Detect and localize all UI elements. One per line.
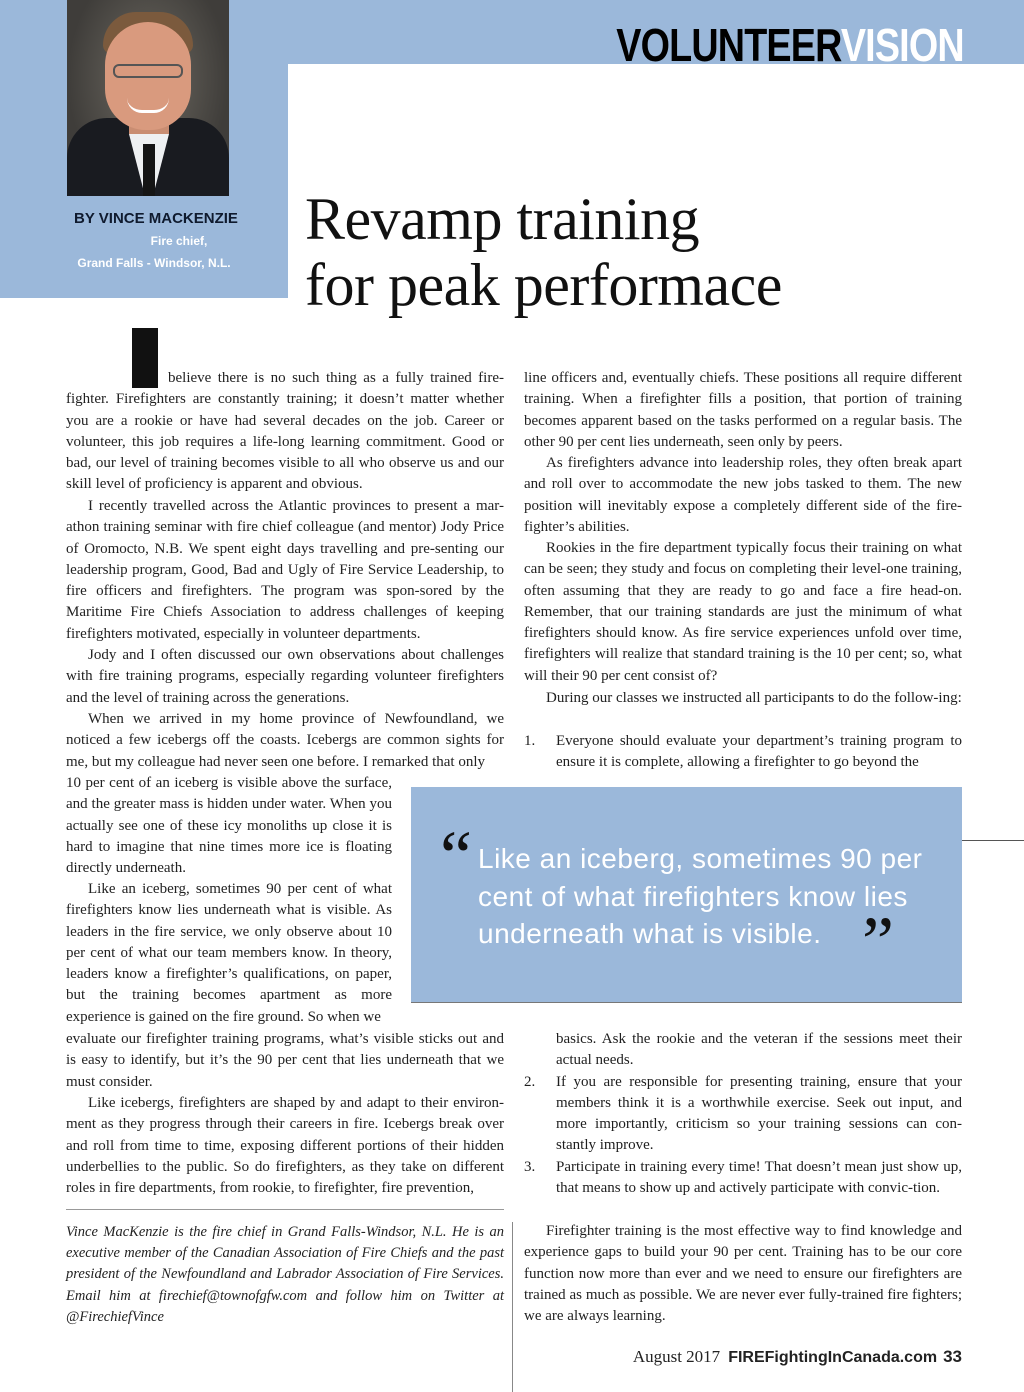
page-number: 33 — [943, 1347, 962, 1366]
author-title: Fire chief, — [150, 234, 208, 248]
list-item-2 — [524, 1072, 962, 1157]
masthead-vision: VISION — [841, 19, 964, 71]
page-footer — [633, 1347, 962, 1367]
list-number-3: 3. — [524, 1158, 536, 1175]
bio-divider — [66, 1209, 504, 1210]
pull-quote-text: Like an iceberg, sometimes 90 per cent of what firefighters know lies underneath what is visible. — [478, 843, 923, 949]
list-text-3: Participate in training every time! That doesn’t mean just show up, that means to show up and actively participate with convic-tion. — [556, 1158, 962, 1197]
paragraph-2: I recently travelled across the Atlantic provinces to present a mar-athon training seminar with fire chief colleague (and mentor) Jody Price of Oromocto, N.B. We spent eight days travelling and pre-senting our leadership program, Good, Bad and Ugly of Fire Service Leadership, to fire officers and firefighters. The program was spon-sored by the Maritime Fire Chiefs Association to address challenges of keeping firefighters motivated, especially in volunteer departments. — [66, 498, 504, 642]
paragraph-3: Jody and I often discussed our own observations about challenges with fire training programs, especially regarding volunteer firefighters and the level of training across the generations. — [66, 647, 504, 706]
list-text-2: If you are responsible for presenting training, ensure that your members think it is a worthwhile exercise. Seek out input, and more importantly, criticism so your training sessions can con-stantly improve. — [556, 1073, 962, 1154]
paragraph-5: Like an iceberg, sometimes 90 per cent of what firefighters know lies underneath what is visible. As leaders in the fire service, we only observe about 10 per cent of what our team members know. In theory, leaders know a firefighter’s qualifications, on paper, but the training becomes apartment as more experience is gained on the fire ground. So when we — [66, 881, 392, 1025]
column-divider — [512, 1222, 513, 1392]
paragraph-1: believe there is no such thing as a fully trained fire-fighter. Firefighters are constantly training; it doesn’t matter whether you are a rookie or have had several decades on the job. Career or volunteer, this job requires a life-long learning commitment. Good or bad, our level of training becomes visible to all who observe us and our skill level of proficiency is apparent and obvious. — [66, 370, 504, 493]
author-bio: Vince MacKenzie is the fire chief in Grand Falls-Windsor, N.L. He is an executive member of the Canadian Association of Fire Chiefs and the past president of the Newfoundland and Labrador Association of Fire Services. Email him at firechief@townofgfw.com and follow him on Twitter at @FirechiefVince — [66, 1224, 504, 1325]
right-paragraph-5: Firefighter training is the most effective way to find knowledge and experience gaps to build your 90 per cent. Training has to be our core function now more than ever and we need to ensure our firefighters are trained as much as possible. We are never ever fully-trained fire fighters; we are always learning. — [524, 1223, 962, 1325]
list-number-1: 1. — [524, 733, 536, 749]
website-link[interactable]: FIREFightingInCanada.com — [728, 1349, 938, 1366]
right-paragraph-4: During our classes we instructed all participants to do the follow-ing: — [546, 690, 962, 706]
list-item-3 — [524, 1157, 962, 1200]
pull-quote-rule-right — [962, 840, 1024, 841]
list-number-2: 2. — [524, 1073, 536, 1090]
paragraph-5-continued: evaluate our firefighter training programs, what’s visible sticks out and is easy to identify, but it’s the 90 per cent that lies underneath that we must consider. — [66, 1031, 504, 1090]
pull-quote-rule-bottom — [411, 1002, 962, 1003]
list-text-1: Everyone should evaluate your department’s training program to ensure it is complete, allowing a firefighter to go beyond the — [556, 733, 962, 771]
section-masthead — [616, 20, 964, 70]
right-paragraph-2: As firefighters advance into leadership roles, they often break apart and roll over to accommodate the new jobs tasked to them. The new position will inevitably expose a completely different side of the fire-fighter’s abilities. — [524, 455, 962, 535]
list-continued — [524, 1029, 962, 1199]
paragraph-4: When we arrived in my home province of Newfoundland, we noticed a few icebergs off the coasts. Icebergs are common sights for me, but my colleague had never seen one before. I remarked that only — [66, 711, 504, 770]
article-headline — [305, 186, 1005, 318]
list-text-1-continued: basics. Ask the rookie and the veteran if the sessions meet their actual needs. — [556, 1031, 962, 1069]
author-photo — [67, 0, 229, 196]
masthead-volunteer: VOLUNTEER — [616, 19, 842, 71]
headline-line-1: Revamp training — [305, 186, 700, 252]
open-quote-mark: “ — [440, 816, 472, 896]
close-quote-mark: ” — [862, 902, 894, 982]
paragraph-4-continued: 10 per cent of an iceberg is visible above the surface, and the greater mass is hidden under water. When you actually see one of these icy monoliths up close it is hard to imagine that nine times more ice is floating directly underneath. — [66, 775, 392, 877]
right-paragraph-1: line officers and, eventually chiefs. These positions all require different training. When a firefighter fills a position, that portion of training becomes apparent based on the tasks performed on a regular basis. The other 90 per cent lies underneath, seen only by peers. — [524, 370, 962, 450]
issue-date: August 2017 — [632, 1347, 721, 1366]
right-paragraph-3: Rookies in the fire department typically focus their training on what can be seen; they study and focus on completing their level-one training, often assuming that they are ready to go and face a fire head-on. Remember, that our training standards are just the minimum of what firefighters should know. As fire service experiences unfold over time, firefighters will realize that standard training is the 10 per cent; so, what will their 90 per cent consist of? — [524, 540, 962, 684]
headline-line-2: for peak performace — [305, 252, 782, 318]
list-item-1 — [524, 731, 962, 774]
author-name: BY VINCE MACKENZIE — [74, 210, 238, 227]
author-location: Grand Falls - Windsor, N.L. — [77, 256, 231, 270]
paragraph-6: Like icebergs, firefighters are shaped by and adapt to their environ-ment as they progress through their careers in fire. Icebergs break over and roll from time to time, exposing different portions of their hidden underbellies to the public. So do firefighters, as they take on different roles in fire departments, from rookie, to firefighter, fire prevention, — [66, 1095, 504, 1197]
